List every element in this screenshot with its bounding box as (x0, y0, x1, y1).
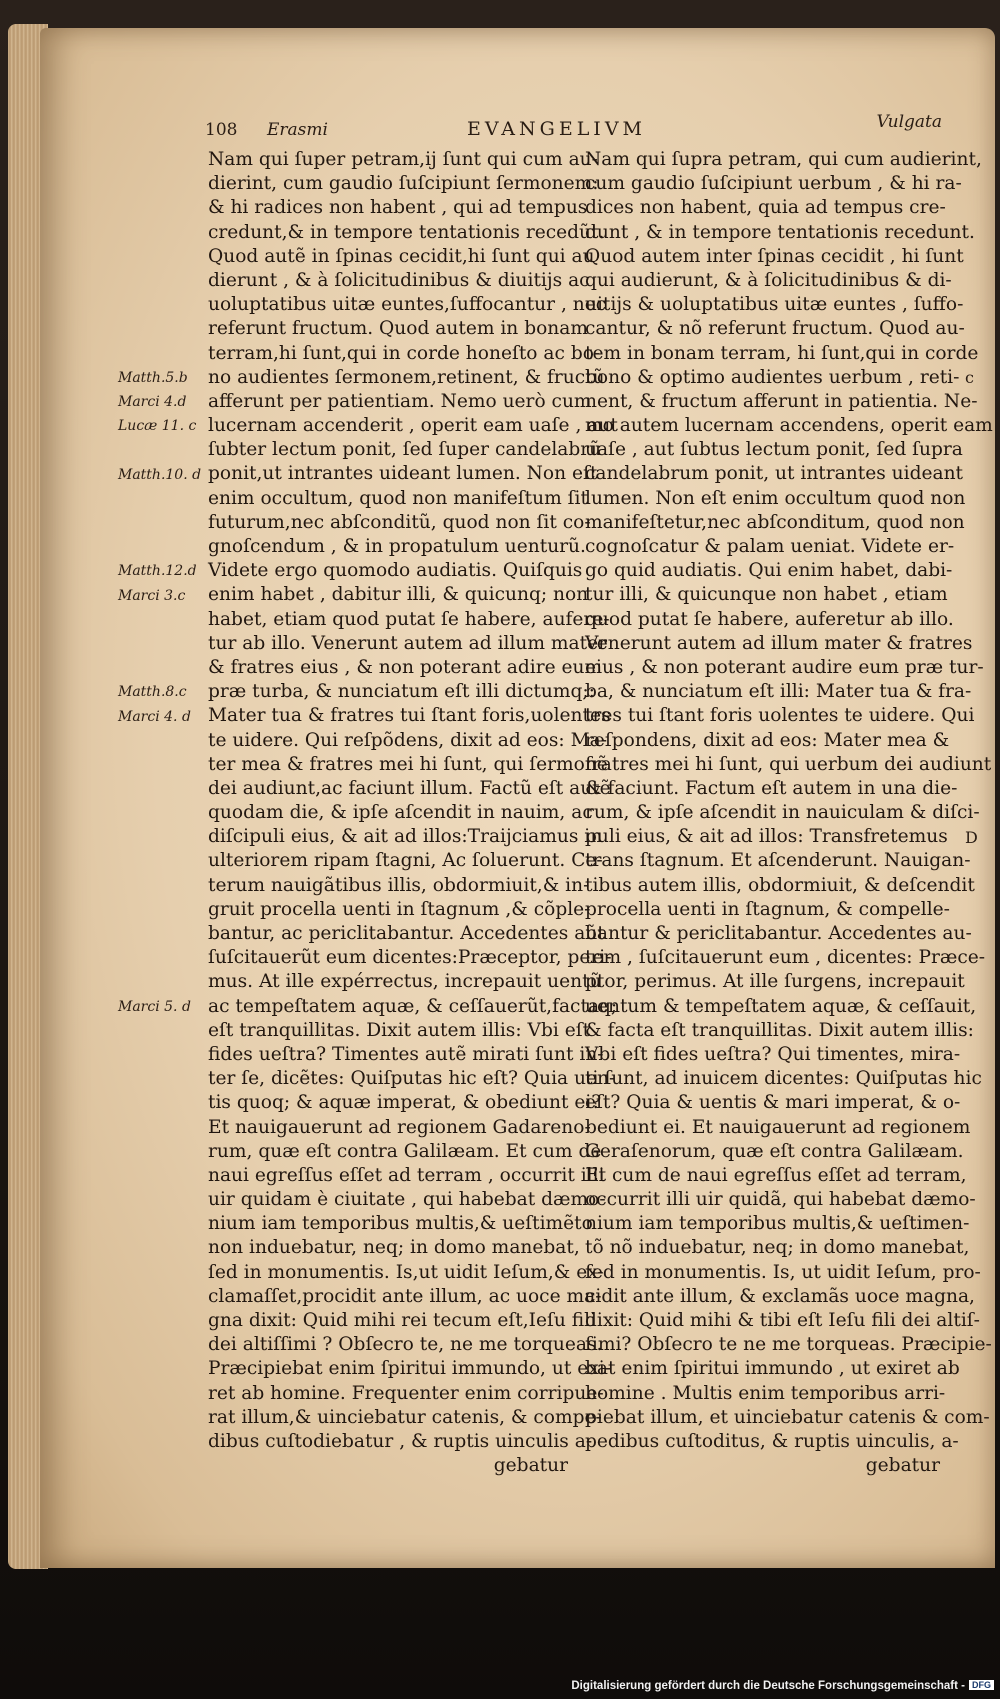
version-label: Vulgata (876, 112, 942, 132)
erasmus-text-line: enim occultum, quod non manifeſtum ſit (208, 487, 588, 509)
erasmus-text-line: gebatur (493, 1455, 568, 1477)
vulgate-text-line: & faciunt. Factum eſt autem in una die- (585, 777, 958, 799)
page-header (205, 112, 950, 148)
margin-reference: Lucæ 11. c (118, 418, 197, 435)
vulgate-text-line: ſed in monumentis. Is, ut uidit Ieſum, pro- (585, 1261, 981, 1283)
erasmus-text-line: ter mea & fratres mei hi ſunt, qui ſermonẽ (208, 753, 608, 775)
erasmus-text-line: ac tempeſtatem aquæ, & ceſſauerũt,factaq; (208, 995, 618, 1017)
erasmus-text-line: ſuſcitauerũt eum dicentes:Præceptor, peri- (208, 947, 612, 969)
erasmus-text-line: Quod autẽ in ſpinas cecidit,hi ſunt qui au (208, 245, 595, 267)
vulgate-text-line: & facta eſt tranquillitas. Dixit autem illis: (585, 1019, 974, 1041)
vulgate-text-line: Nam qui ſupra petram, qui cum audierint, (585, 149, 982, 170)
margin-reference: Marci 4.d (118, 394, 187, 410)
vulgate-text-line: tur illi, & quicunque non habet , etiam (585, 584, 948, 606)
vulgate-text-line: quod putat ſe habere, auferetur ab illo. (585, 608, 954, 630)
footer-text: Digitalisierung gefördert durch die Deutsche Forschungsgemeinschaft - (571, 1680, 965, 1692)
page-number: 108 (205, 120, 238, 140)
vulgate-text-line: Geraſenorum, quæ eſt contra Galilæam. (585, 1140, 964, 1162)
erasmus-text-line: ponit,ut intrantes uideant lumen. Non eſt (208, 463, 598, 485)
vulgate-text-line: bat enim ſpiritui immundo , ut exiret ab (585, 1358, 960, 1380)
vulgate-text-line: ſimi? Obſecro te ne me torqueas. Præcipie- (585, 1334, 992, 1356)
erasmus-text-line: non induebatur, neq; in domo manebat, (208, 1237, 580, 1259)
erasmus-text-line: clamaſſet,procidit ante illum, ac uoce ma- (208, 1285, 602, 1307)
erasmus-text-line: dierunt , & à ſolicitudinibus & diuitijs ac (208, 269, 590, 291)
vulgate-text-line: piebat illum, et uinciebatur catenis & com- (585, 1406, 990, 1428)
erasmus-text-line: Præcipiebat enim ſpiritui immundo, ut exi- (208, 1358, 611, 1380)
margin-reference: Matth.12.d (118, 563, 197, 580)
dfg-logo: DFG (969, 1680, 994, 1690)
erasmus-text-line: tis quoq; & aquæ imperat, & obediunt ei? (208, 1092, 602, 1114)
erasmus-text-line: fides ueſtra? Timentes autẽ mirati ſunt in- (208, 1043, 604, 1065)
vulgate-text-line: ba, & nunciatum eſt illi: Mater tua & fra- (585, 681, 972, 703)
vulgate-text-line: cantur, & nõ referunt fructum. Quod au- (585, 318, 965, 340)
erasmus-text-line: bantur, ac periclitabantur. Accedentes aũt (208, 923, 605, 944)
vulgate-text-line: eius , & non poterant audire eum præ tur- (585, 656, 984, 678)
vulgate-text-line: homine . Multis enim temporibus arri- (585, 1382, 946, 1404)
vulgate-text-line: uaſe , aut ſubtus lectum ponit, ſed ſupra (585, 439, 963, 461)
vulgate-text-line: occurrit illi uir quidã, qui habebat dæmo- (585, 1189, 976, 1211)
erasmus-text-line: futurum,nec abſconditũ, quod non ſit co- (208, 511, 591, 533)
erasmus-text-line: te uidere. Qui reſpõdens, dixit ad eos: Ma- (208, 729, 608, 751)
margin-reference: Marci 3.c (118, 587, 186, 604)
erasmus-text-line: no audientes ſermonem,retinent, & fructũ (208, 366, 605, 388)
erasmus-text-line: ulteriorem ripam ſtagni, Ac ſoluerunt. Ce- (208, 850, 603, 872)
vulgate-text-line: reſpondens, dixit ad eos: Mater mea & (585, 729, 950, 751)
erasmus-text-line: terram,hi ſunt,qui in corde honeſto ac bo- (208, 342, 601, 364)
vulgate-text-line: dices non habent, quia ad tempus cre- (585, 197, 946, 219)
erasmus-text-line: gnoſcendum , & in propatulum uenturũ. (208, 536, 586, 557)
margin-reference: Matth.8.c (118, 684, 187, 701)
vulgate-text-line: bantur & periclitabantur. Accedentes au- (585, 923, 972, 944)
vulgate-text-line: gebatur (865, 1455, 940, 1477)
vulgate-text-line: trans ſtagnum. Et aſcenderunt. Nauigan- (585, 850, 971, 872)
vulgate-text-line: qui audierunt, & à ſolicitudinibus & di- (585, 269, 952, 291)
erasmus-text-line: rum, quæ eſt contra Galilæam. Et cum de (208, 1140, 602, 1162)
erasmus-text-line: & hi radices non habent , qui ad tempus (208, 197, 588, 219)
erasmus-text-line: ſed in monumentis. Is,ut uidit Ieſum,& ex- (208, 1261, 604, 1283)
vulgate-text-line: tem in bonam terram, hi ſunt,qui in corde (585, 342, 979, 364)
vulgate-text-line: candelabrum ponit, ut intrantes uideant (585, 463, 964, 485)
vulgate-text-line: tibus autem illis, obdormiuit, & deſcendit (585, 874, 975, 896)
erasmus-text-line: rat illum,& uinciebatur catenis, & compe- (208, 1406, 602, 1428)
erasmus-text-line: dei audiunt,ac faciunt illum. Factũ eſt autẽ (208, 777, 611, 799)
margin-section-letter: c (965, 367, 974, 387)
vulgate-column (585, 148, 993, 1478)
erasmus-text-line: habet, etiam quod putat ſe habere, aufere- (208, 608, 610, 630)
erasmus-text-line: naui egreſſus eſſet ad terram , occurrit illi (208, 1164, 605, 1186)
vulgate-text-line: go quid audiatis. Qui enim habet, dabi- (585, 560, 953, 582)
vulgate-text-line: cidit ante illum, & exclamãs uoce magna, (585, 1285, 975, 1307)
erasmus-text-line: uir quidam è ciuitate , qui habebat dæmo- (208, 1189, 606, 1211)
vulgate-text-line: uentum & tempeſtatem aquæ, & ceſſauit, (585, 995, 977, 1017)
vulgate-text-line: nium iam temporibus multis,& ueſtimen- (585, 1213, 970, 1235)
author-label: Erasmi (267, 120, 328, 140)
vulgate-text-line: ptor, perimus. At ille ſurgens, increpauit (585, 971, 965, 993)
erasmus-translation-column (208, 148, 618, 1478)
erasmus-text-line: eſt tranquillitas. Dixit autem illis: Vbi eſt (208, 1019, 591, 1041)
vulgate-text-line: dixit: Quid mihi & tibi eſt Ieſu fili dei altiſ- (585, 1310, 980, 1331)
digitization-footer (571, 1680, 994, 1692)
vulgate-text-line: uitijs & uoluptatibus uitæ euntes , ſuffo- (585, 294, 964, 316)
margin-section-letter: D (965, 827, 978, 847)
vulgate-text-line: rum, & ipſe aſcendit in nauiculam & diſci- (585, 802, 980, 824)
erasmus-text-line: dierint, cum gaudio ſuſcipiunt ſermonem: (208, 173, 599, 195)
vulgate-text-line: mo autem lucernam accendens, operit eam (585, 415, 993, 437)
erasmus-text-line: enim habet , dabitur illi, & quicunq; non (208, 584, 589, 606)
vulgate-text-line: Quod autem inter ſpinas cecidit , hi ſunt (585, 245, 964, 267)
margin-reference: Matth.10. d (118, 466, 202, 483)
margin-reference: Marci 4. d (118, 708, 191, 725)
erasmus-text-line: dei altiſſimi ? Obſecro te, ne me torqueas. (208, 1334, 603, 1356)
vulgate-text-line: procella uenti in ſtagnum, & compelle- (585, 898, 950, 920)
erasmus-text-line: uoluptatibus uitæ euntes,ſuffocantur , nec (208, 294, 607, 316)
vulgate-text-line: bono & optimo audientes uerbum , reti- (585, 366, 960, 388)
vulgate-text-line: tres tui ſtant foris uolentes te uidere. Qui (585, 705, 975, 727)
erasmus-text-line: ret ab homine. Frequenter enim corripue- (208, 1382, 604, 1404)
erasmus-text-line: præ turba, & nunciatum eſt illi dictumq;: (208, 681, 595, 703)
margin-reference: Marci 5. d (118, 999, 191, 1015)
erasmus-text-line: lucernam accenderit , operit eam uaſe , aut (208, 415, 618, 437)
vulgate-text-line: Vbi eſt fides ueſtra? Qui timentes, mira- (585, 1043, 961, 1065)
vulgate-text-line: cognoſcatur & palam ueniat. Videte er- (585, 536, 955, 557)
erasmus-text-line: diſcipuli eius, & ait ad illos:Traijciamus in (208, 826, 603, 848)
erasmus-text-line: gruit procella uenti in ſtagnum ,& cõple- (208, 898, 591, 920)
vulgate-text-line: fratres mei hi ſunt, qui uerbum dei audiunt (585, 753, 992, 775)
margin-reference: Matth.5.b (118, 369, 188, 386)
erasmus-text-line: quodam die, & ipſe aſcendit in nauim, ac (208, 802, 593, 824)
erasmus-text-line: ſubter lectum ponit, ſed ſuper candelabrũ (208, 439, 602, 461)
erasmus-text-line: terum nauigãtibus illis, obdormiuit,& in- (208, 874, 590, 896)
vulgate-text-line: nent, & fructum afferunt in patientia. Ne- (585, 390, 978, 412)
erasmus-text-line: ter ſe, dicẽtes: Quiſputas hic eſt? Quia uen- (208, 1068, 616, 1090)
vulgate-text-line: eſt? Quia & uentis & mari imperat, & o- (585, 1092, 961, 1114)
vulgate-text-line: lumen. Non eſt enim occultum quod non (585, 487, 966, 509)
vulgate-text-line: manifeſtetur,nec abſconditum, quod non (585, 511, 965, 533)
vulgate-text-line: ti ſunt, ad inuicem dicentes: Quiſputas hic (585, 1068, 982, 1090)
erasmus-text-line: credunt,& in tempore tentationis recedũt. (208, 221, 605, 243)
running-title: EVANGELIVM (467, 118, 646, 140)
erasmus-text-line: Nam qui ſuper petram,ij ſunt qui cum au- (208, 149, 598, 170)
vulgate-text-line: dunt , & in tempore tentationis recedunt. (585, 221, 975, 243)
erasmus-text-line: tur ab illo. Venerunt autem ad illum mater (208, 632, 608, 654)
vulgate-text-line: Et cum de naui egreſſus eſſet ad terram, (585, 1164, 967, 1186)
vulgate-text-line: bediunt ei. Et nauigauerunt ad regionem (585, 1116, 971, 1138)
erasmus-text-line: afferunt per patientiam. Nemo uerò cum (208, 390, 592, 412)
erasmus-text-line: Et nauigauerunt ad regionem Gadareno- (208, 1116, 591, 1138)
erasmus-text-line: gna dixit: Quid mihi rei tecum eſt,Ieſu fili (208, 1310, 597, 1331)
vulgate-text-line: cum gaudio ſuſcipiunt uerbum , & hi ra- (585, 173, 962, 195)
vulgate-text-line: pedibus cuſtoditus, & ruptis uinculis, a- (585, 1430, 959, 1452)
erasmus-text-line: mus. At ille expérrectus, increpauit uentũ (208, 971, 602, 993)
vulgate-text-line: tem , ſuſcitauerunt eum , dicentes: Præce- (585, 947, 986, 969)
erasmus-text-line: dibus cuſtodiebatur , & ruptis uinculis a- (208, 1430, 593, 1452)
erasmus-text-line: nium iam temporibus multis,& ueſtimẽto (208, 1213, 593, 1235)
erasmus-text-line: & fratres eius , & non poterant adire eum (208, 656, 603, 678)
vulgate-text-line: Venerunt autem ad illum mater & fratres (585, 632, 973, 654)
erasmus-text-line: Videte ergo quomodo audiatis. Quiſquis (208, 560, 583, 582)
erasmus-text-line: referunt fructum. Quod autem in bonam (208, 318, 588, 340)
vulgate-text-line: tõ nõ induebatur, neq; in domo manebat, (585, 1237, 970, 1259)
erasmus-text-line: Mater tua & fratres tui ſtant foris,uolentes (208, 705, 611, 727)
vulgate-text-line: puli eius, & ait ad illos: Transfretemus (585, 826, 948, 848)
